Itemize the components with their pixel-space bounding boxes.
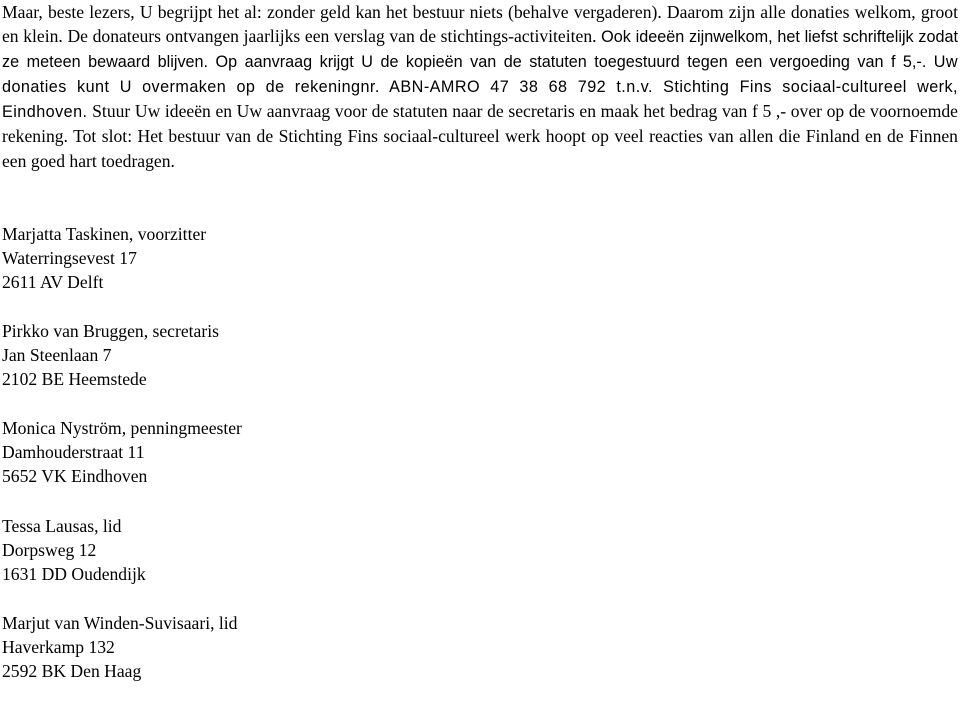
- contact-block-member-1: [2, 514, 958, 586]
- contact-name-role: Marjut van Winden-Suvisaari, lid: [2, 612, 238, 633]
- contact-street: Haverkamp 132: [2, 636, 115, 657]
- contact-street: Waterringsevest 17: [2, 247, 137, 268]
- contact-block-chair: [2, 222, 958, 294]
- contact-postcode-city: 2592 BK Den Haag: [2, 660, 142, 681]
- board-contact-list: [2, 222, 958, 683]
- contact-street: Damhouderstraat 11: [2, 442, 145, 463]
- sentence-closing: Tot slot: Het bestuur van de Stichting Fins sociaal-cultureel werk hoopt op veel reacties van allen die Finland en de Finnen een goed hart toedragen.: [2, 126, 958, 171]
- contact-block-member-2: [2, 611, 958, 683]
- contact-name-role: Monica Nyström, penningmeester: [2, 418, 242, 439]
- contact-postcode-city: 1631 DD Oudendijk: [2, 563, 146, 584]
- sentence-bank-account: Uw donaties kunt U overmaken op de rekeningnr. ABN-AMRO 47 38 68 792 t.n.v. Stichting Fins sociaal-cultureel werk, Eindhoven.: [2, 53, 958, 122]
- contact-block-secretary: [2, 319, 958, 391]
- contact-street: Dorpsweg 12: [2, 539, 97, 560]
- contact-postcode-city: 2611 AV Delft: [2, 271, 104, 292]
- intro-paragraph: [2, 0, 958, 173]
- contact-block-treasurer: [2, 416, 958, 488]
- contact-name-role: Tessa Lausas, lid: [2, 515, 122, 536]
- sentence-donations: Maar, beste lezers, U begrijpt het al: zonder geld kan het bestuur niets (behalve vergaderen). Daarom zijn alle donaties welkom, groot en klein. De donateurs ontvangen jaarlijks een verslag van de stichtings-activiteiten.: [2, 2, 958, 47]
- contact-postcode-city: 2102 BE Heemstede: [2, 369, 147, 390]
- sentence-ideas: Ook ideeën zijnwelkom, het liefst schriftelijk zodat ze meteen bewaard blijven. Op aanvraag krijgt U de kopieën van de statuten toegestuurd tegen een vergoeding van f 5,-.: [2, 28, 958, 72]
- contact-street: Jan Steenlaan 7: [2, 345, 112, 366]
- contact-name-role: Pirkko van Bruggen, secretaris: [2, 320, 219, 341]
- contact-name-role: Marjatta Taskinen, voorzitter: [2, 223, 207, 244]
- sentence-send-request: Stuur Uw ideeën en Uw aanvraag voor de statuten naar de secretaris en maak het bedrag van f 5 ,- over op de voornoemde rekening.: [2, 101, 958, 147]
- contact-postcode-city: 5652 VK Eindhoven: [2, 466, 148, 487]
